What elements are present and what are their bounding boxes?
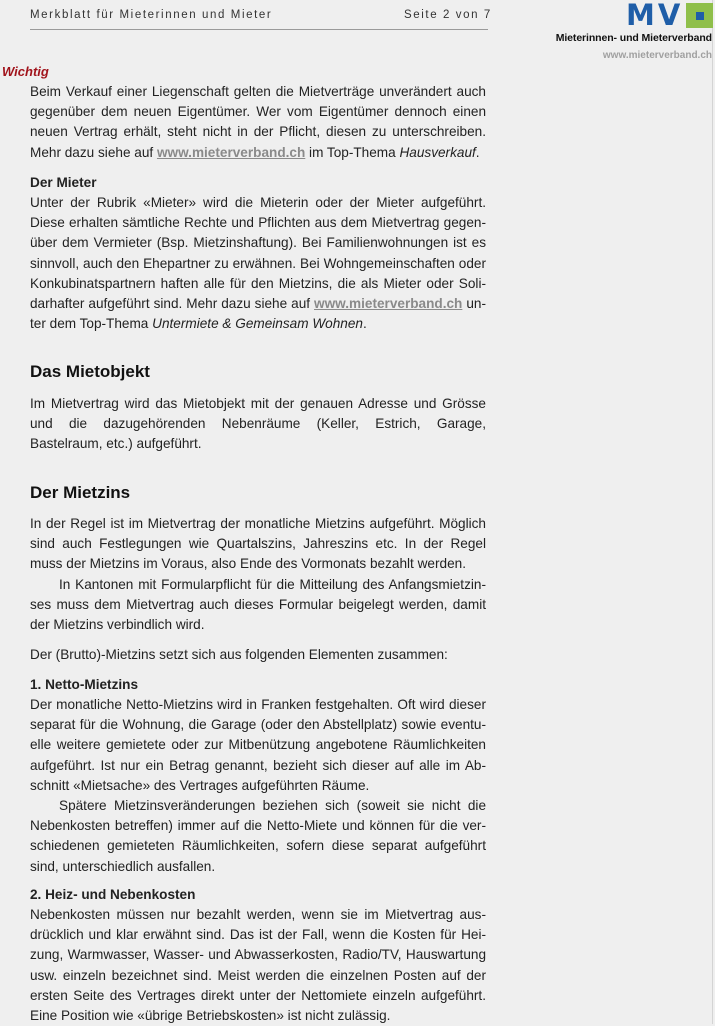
org-name: Mieterinnen- und Mieterverband: [555, 32, 712, 44]
netto-paragraph-1: Der monatliche Netto-Mietzins wird in Franken festgehalten. Oft wird dieser separat für die Wohnung, die Garage (oder den Abstellplatz) sowie eventuelle weitere gemietete oder zur Mitbenützung angebotene Räumlichkeiten aufgeführt. Ist nur ein Betrag genannt, bezieht sich dieser auf alle im Abschnitt «Mietsache» des Vertrages aufgeführten Räume.: [30, 697, 486, 793]
netto-heading: 1. Netto-Mietzins: [30, 677, 138, 692]
nebenkosten-paragraph: Nebenkosten müssen nur bezahlt werden, wenn sie im Mietvertrag ausdrücklich und klar erwähnt sind. Das ist der Fall, wenn die Kosten für Heizung, Warmwasser, Wasser- und Abwasserkosten, Radio/TV, Hauswartung usw. einzeln bezeichnet sind. Meist werden die einzelnen Posten auf der ersten Seite des Vertrages direkt unter der Nettomiete einzeln aufgeführt. Eine Position wie «übrige Betriebskosten» ist nicht zulässig.: [30, 907, 486, 1024]
mietzins-paragraph-1: In der Regel ist im Mietvertrag der monatliche Mietzins aufgeführt. Möglich sind auch Festlegungen wie Quartalszins, Jahreszins etc. In der Regel muss der Mietzins im Voraus, also Ende des Vormonats bezahlt werden.: [30, 516, 486, 572]
netto-paragraph-2: Spätere Mietzinsveränderungen beziehen sich (soweit sie nicht die Nebenkosten betreffen) immer auf die Netto-Miete und können für die verschiedenen gemieteten Räumlichkeiten, sofern diese separat aufgeführt sind, unterschiedlich ausfallen.: [30, 798, 486, 874]
mv-logo: [626, 0, 713, 32]
header-divider: [30, 29, 488, 30]
mietzins-paragraph-3: Der (Brutto)-Mietzins setzt sich aus folgenden Elementen zusammen:: [30, 647, 448, 663]
mietobjekt-section: [30, 394, 486, 455]
page-edge: [712, 0, 713, 1024]
document-title: Merkblatt für Mieterinnen und Mieter: [30, 9, 273, 21]
text-end: .: [475, 144, 480, 160]
mietobjekt-paragraph: Im Mietvertrag wird das Mietobjekt mit der genauen Adresse und Grösse und die dazugehörenden Nebenräume (Keller, Estrich, Garage, Bastelraum, etc.) aufgeführt.: [30, 396, 486, 452]
wichtig-paragraph: [30, 82, 486, 163]
logo-square-icon: [686, 3, 713, 28]
netto-section: [30, 675, 486, 877]
nebenkosten-heading: 2. Heiz- und Nebenkosten: [30, 887, 196, 902]
der-mieter-text-mid: unter dem Top-Thema: [30, 296, 486, 332]
wichtig-text: Beim Verkauf einer Liegenschaft gelten die Mietverträge unverändert auch gegenüber dem neuen Eigentümer. Wer vom Eigentümer dennoch einen neuen Vertrag erhält, steht nicht in der Pflicht, diesen zu unterschreiben. Mehr dazu siehe auf: [30, 84, 486, 160]
der-mieter-section: [30, 173, 486, 334]
der-mieter-heading: Der Mieter: [30, 175, 97, 190]
logo-letters: MV: [626, 0, 684, 32]
der-mieter-paragraph: [30, 193, 486, 334]
mietzins-heading: Der Mietzins: [30, 483, 131, 502]
topic-hausverkauf: Hausverkauf: [399, 144, 476, 160]
der-mieter-text: Unter der Rubrik «Mieter» wird die Mieterin oder der Mieter aufgeführt. Diese erhalten sämtliche Rechte und Pflichten aus dem Mietvertrag gegenüber dem Vermieter (Bsp. Mietzinshaftung). Bei Familienwohnungen ist es sinnvoll, auch den Ehepartner zu erwähnen. Bei Wohngemeinschaften oder Konkubinatspartnern haften alle für den Mietzins, die als Mieter oder Solidarhafter aufgeführt sind. Mehr dazu siehe auf: [30, 195, 486, 312]
mietzins-paragraph-2: In Kantonen mit Formularpflicht für die Mitteilung des Anfangsmietzinses muss dem Mietvertrag auch dieses Formular beigelegt werden, damit der Mietzins verbindlich wird.: [30, 576, 486, 633]
org-url: www.mieterverband.ch: [602, 50, 712, 61]
topic-untermiete: Untermiete & Gemeinsam Wohnen: [152, 316, 363, 332]
wichtig-section: [30, 82, 486, 163]
logo-dot: [696, 12, 704, 20]
text-end: .: [362, 316, 367, 332]
wichtig-label: Wichtig: [2, 64, 49, 79]
mietobjekt-heading: Das Mietobjekt: [30, 362, 150, 381]
page-indicator: Seite 2 von 7: [404, 9, 492, 21]
mietzins-section: [30, 514, 486, 665]
mieterverband-link-2[interactable]: www.mieterverband.ch: [314, 296, 463, 312]
mieterverband-link[interactable]: www.mieterverband.ch: [156, 144, 306, 160]
nebenkosten-section: [30, 885, 486, 1026]
wichtig-text-mid: im Top-Thema: [305, 144, 400, 160]
